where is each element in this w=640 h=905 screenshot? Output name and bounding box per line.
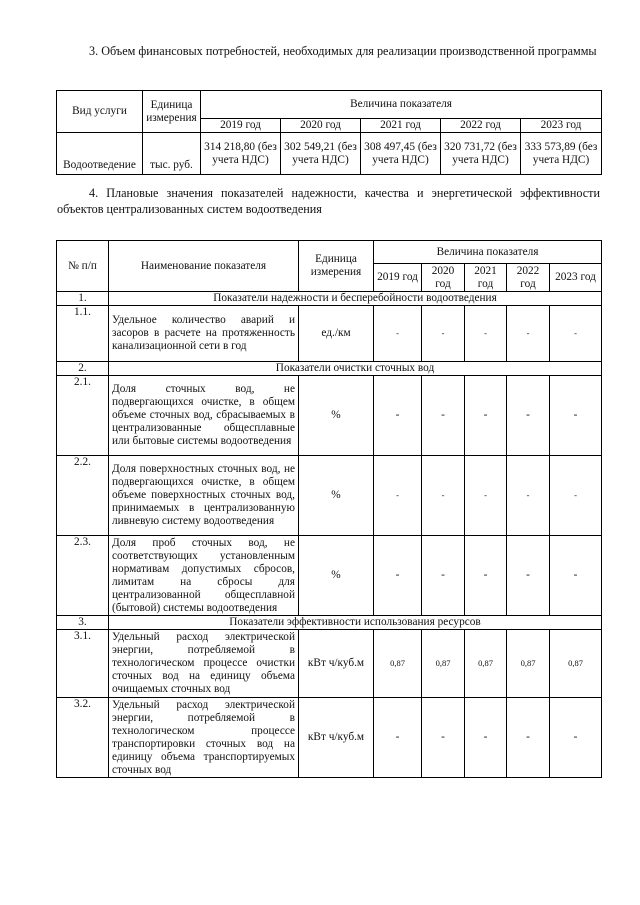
row-name: Удельное количество аварий и засоров в расчете на протяженность канализационной сети в год: [109, 306, 299, 362]
finance-unit: тыс. руб.: [143, 133, 201, 175]
group-row: [57, 362, 602, 376]
row-unit: ед./км: [299, 306, 374, 362]
row-unit: %: [299, 376, 374, 456]
section-4-number: 4.: [89, 186, 99, 200]
row-value: -: [374, 376, 422, 456]
table-row: [57, 376, 602, 456]
row-value: 0,87: [422, 630, 465, 698]
row-unit: кВт ч/куб.м: [299, 630, 374, 698]
finance-value-2023: 333 573,89 (без учета НДС): [521, 133, 602, 175]
row-name: Удельный расход электрической энергии, потребляемой в технологическом процессе транспортировки сточных вод на единицу объема транспортируемых сточных вод: [109, 698, 299, 778]
indicators-table: [56, 240, 602, 778]
group-num: 2.: [57, 362, 109, 376]
row-value: -: [374, 456, 422, 536]
row-value: -: [465, 376, 507, 456]
finance-col-value: Величина показателя: [201, 91, 602, 119]
row-name: Доля сточных вод, не подвергающихся очистке, в общем объеме сточных вод, сбрасываемых в централизованные общесплавные или бытовые системы водоотведения: [109, 376, 299, 456]
row-value: -: [550, 456, 602, 536]
row-value: -: [422, 376, 465, 456]
row-unit: %: [299, 456, 374, 536]
row-value: -: [465, 536, 507, 616]
row-num: 2.1.: [57, 376, 109, 456]
row-value: 0,87: [374, 630, 422, 698]
group-row: [57, 292, 602, 306]
row-unit: кВт ч/куб.м: [299, 698, 374, 778]
finance-value-2021: 308 497,45 (без учета НДС): [361, 133, 441, 175]
row-num: 2.3.: [57, 536, 109, 616]
ind-col-unit: Единица измерения: [299, 241, 374, 292]
row-value: -: [507, 306, 550, 362]
finance-year-2019: 2019 год: [201, 119, 281, 133]
row-name: Доля поверхностных сточных вод, не подвергающихся очистке, в общем объеме поверхностных сточных вод, принимаемых в централизованную ливневую систему водоотведения: [109, 456, 299, 536]
section-4-title: Плановые значения показателей надежности, качества и энергетической эффективности объектов централизованных систем водоотведения: [57, 186, 600, 216]
row-value: -: [507, 698, 550, 778]
row-value: -: [550, 376, 602, 456]
row-value: -: [550, 698, 602, 778]
finance-year-2021: 2021 год: [361, 119, 441, 133]
group-title: Показатели надежности и бесперебойности водоотведения: [109, 292, 602, 306]
table-row: [57, 456, 602, 536]
finance-year-2022: 2022 год: [441, 119, 521, 133]
ind-year-2020: 2020 год: [422, 264, 465, 292]
row-value: -: [374, 306, 422, 362]
finance-col-unit: Единица измерения: [143, 91, 201, 133]
row-value: -: [422, 456, 465, 536]
finance-table: [56, 90, 602, 175]
table-row: [57, 536, 602, 616]
row-value: 0,87: [550, 630, 602, 698]
ind-col-value: Величина показателя: [374, 241, 602, 264]
row-num: 3.1.: [57, 630, 109, 698]
row-value: -: [374, 536, 422, 616]
row-value: -: [422, 698, 465, 778]
row-value: 0,87: [507, 630, 550, 698]
row-value: -: [465, 698, 507, 778]
row-unit: %: [299, 536, 374, 616]
row-name: Удельный расход электрической энергии, потребляемой в технологическом процессе очистки сточных вод на единицу объема очищаемых сточных вод: [109, 630, 299, 698]
table-row: [57, 306, 602, 362]
finance-col-service: Вид услуги: [57, 91, 143, 133]
row-num: 3.2.: [57, 698, 109, 778]
row-value: -: [422, 536, 465, 616]
row-value: -: [550, 306, 602, 362]
ind-year-2022: 2022 год: [507, 264, 550, 292]
row-value: -: [422, 306, 465, 362]
row-value: -: [507, 376, 550, 456]
table-row: [57, 698, 602, 778]
row-name: Доля проб сточных вод, не соответствующих установленным нормативам допустимых сбросов, лимитам на сбросы для централизованной общесплавной (бытовой) системы водоотведения: [109, 536, 299, 616]
table-row: [57, 630, 602, 698]
row-value: -: [465, 456, 507, 536]
group-title: Показатели очистки сточных вод: [109, 362, 602, 376]
finance-year-2020: 2020 год: [281, 119, 361, 133]
ind-col-name: Наименование показателя: [109, 241, 299, 292]
row-num: 2.2.: [57, 456, 109, 536]
row-value: -: [550, 536, 602, 616]
row-value: -: [465, 306, 507, 362]
finance-value-2022: 320 731,72 (без учета НДС): [441, 133, 521, 175]
group-num: 1.: [57, 292, 109, 306]
finance-value-2020: 302 549,21 (без учета НДС): [281, 133, 361, 175]
row-value: 0,87: [465, 630, 507, 698]
group-title: Показатели эффективности использования ресурсов: [109, 616, 602, 630]
finance-service: Водоотведение: [57, 133, 143, 175]
section-4-heading: [57, 186, 600, 217]
row-value: -: [507, 536, 550, 616]
row-num: 1.1.: [57, 306, 109, 362]
section-3-title: Объем финансовых потребностей, необходимых для реализации производственной программы: [101, 44, 597, 58]
section-3-number: 3.: [89, 44, 99, 58]
ind-year-2019: 2019 год: [374, 264, 422, 292]
row-value: -: [374, 698, 422, 778]
finance-year-2023: 2023 год: [521, 119, 602, 133]
group-num: 3.: [57, 616, 109, 630]
section-3-heading: [57, 44, 600, 60]
ind-year-2023: 2023 год: [550, 264, 602, 292]
group-row: [57, 616, 602, 630]
row-value: -: [507, 456, 550, 536]
ind-year-2021: 2021 год: [465, 264, 507, 292]
ind-col-num: № п/п: [57, 241, 109, 292]
finance-value-2019: 314 218,80 (без учета НДС): [201, 133, 281, 175]
